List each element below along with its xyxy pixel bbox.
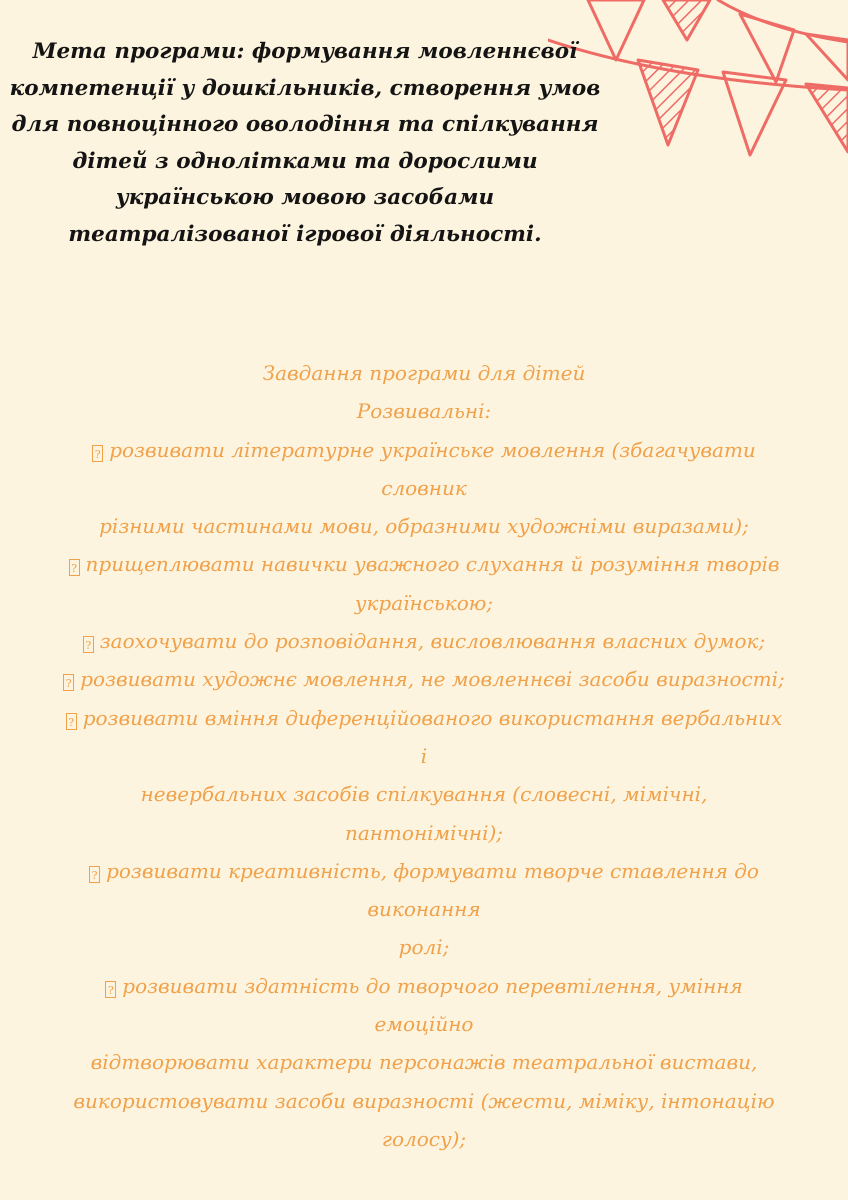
bullet-icon: ? bbox=[63, 674, 74, 691]
goal-line: компетенції у дошкільників, створення умов bbox=[9, 75, 601, 101]
bullet-icon: ? bbox=[83, 636, 94, 653]
task-continuation: виконання bbox=[367, 897, 481, 922]
task-item bbox=[0, 545, 848, 583]
task-text: розвивати вміння диференційованого використання вербальних bbox=[82, 705, 783, 730]
goal-line: дітей з однолітками та дорослими bbox=[72, 148, 538, 174]
task-text: прищеплювати навички уважного слухання й розуміння творів bbox=[85, 552, 780, 577]
task-item bbox=[0, 852, 848, 890]
goal-line: для повноцінного оволодіння та спілкування bbox=[11, 112, 599, 137]
task-text: заохочувати до розповідання, висловлювання власних думок; bbox=[99, 629, 766, 654]
task-continuation: голосу); bbox=[381, 1126, 467, 1151]
bullet-icon: ? bbox=[105, 981, 116, 998]
task-text: розвивати літературне українське мовлення (збагачувати bbox=[109, 437, 756, 462]
task-continuation: відтворювати характери персонажів театральної вистави, bbox=[90, 1050, 758, 1075]
task-continuation: українською; bbox=[354, 590, 494, 615]
task-text: розвивати здатність до творчого перевтілення, уміння bbox=[122, 973, 743, 998]
task-item bbox=[0, 967, 848, 1005]
task-text: розвивати креативність, формувати творче ставлення до bbox=[106, 858, 759, 883]
task-continuation: і bbox=[420, 743, 428, 768]
task-item bbox=[0, 622, 848, 660]
bullet-icon: ? bbox=[89, 866, 100, 883]
bullet-icon: ? bbox=[69, 559, 80, 576]
task-item bbox=[0, 699, 848, 737]
program-goal bbox=[0, 34, 610, 253]
task-continuation: словник bbox=[381, 475, 467, 500]
tasks-subheading: Розвивальні: bbox=[356, 399, 492, 424]
task-continuation: ролі; bbox=[398, 935, 450, 960]
task-item bbox=[0, 431, 848, 469]
bullet-icon: ? bbox=[66, 713, 77, 730]
goal-line: українською мовою засобами bbox=[115, 185, 495, 210]
program-tasks bbox=[0, 354, 848, 1158]
task-continuation: використовувати засоби виразності (жести, міміку, інтонацію bbox=[73, 1088, 775, 1113]
goal-line: театралізованої ігрової діяльності. bbox=[68, 221, 542, 247]
goal-line: Мета програми: формування мовленнєвої bbox=[32, 39, 578, 64]
task-continuation: пантонімічні); bbox=[344, 820, 504, 845]
task-item bbox=[0, 660, 848, 698]
task-continuation: різними частинами мови, образними художніми виразами); bbox=[99, 514, 749, 539]
task-text: розвивати художнє мовлення, не мовленнєві засоби виразності; bbox=[80, 667, 785, 692]
task-continuation: невербальних засобів спілкування (словесні, мімічні, bbox=[140, 782, 708, 807]
task-continuation: емоційно bbox=[374, 1012, 474, 1037]
bullet-icon: ? bbox=[92, 445, 103, 462]
tasks-heading: Завдання програми для дітей bbox=[262, 361, 586, 385]
